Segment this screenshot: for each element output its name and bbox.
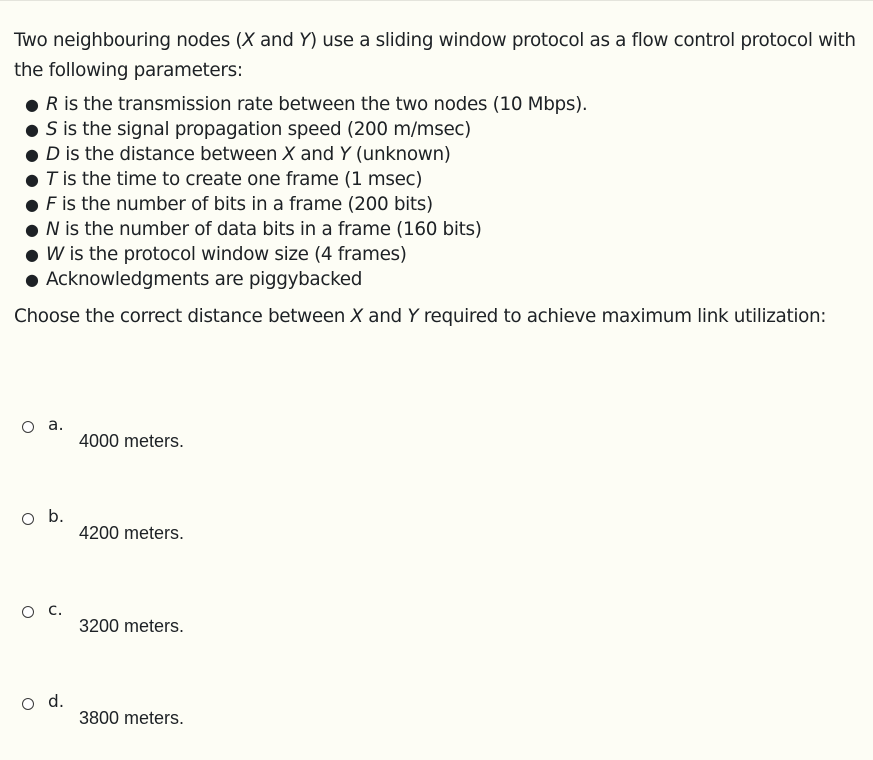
radio-button-icon[interactable] [22, 698, 34, 710]
param-var: W [46, 244, 64, 265]
param-text: is the distance between [59, 144, 283, 165]
option-label[interactable]: 4000 meters. [79, 431, 185, 451]
parameter-item-w [14, 242, 864, 267]
param-text: is the number of data bits in a frame (160 bits) [59, 219, 482, 240]
param-var: F [46, 194, 57, 215]
param-var: S [46, 119, 58, 140]
option-c[interactable] [22, 598, 322, 638]
prompt-var-y: Y [407, 306, 419, 327]
bullet-icon: ● [25, 220, 39, 239]
param-text: is the number of bits in a frame (200 bits) [56, 194, 433, 215]
intro-and: and [254, 30, 300, 51]
param-text: is the transmission rate between the two nodes (10 Mbps). [58, 94, 588, 115]
param-text: (unknown) [350, 144, 451, 165]
param-text: is the time to create one frame (1 msec) [56, 169, 423, 190]
param-var: Y [339, 144, 351, 165]
param-text: is the protocol window size (4 frames) [63, 244, 407, 265]
parameter-item-ack [14, 267, 864, 292]
radio-button-icon[interactable] [22, 513, 34, 525]
prompt-var-x: X [350, 306, 363, 327]
option-label[interactable]: 3200 meters. [79, 616, 185, 636]
param-var: X [282, 144, 295, 165]
bullet-icon: ● [25, 170, 39, 189]
param-var: N [46, 219, 60, 240]
option-letter: b. [48, 507, 65, 527]
bullet-icon: ● [25, 95, 39, 114]
var-y: Y [299, 30, 310, 51]
param-var: D [46, 144, 60, 165]
option-letter: c. [48, 600, 63, 620]
question-prompt [14, 302, 864, 332]
option-letter: d. [48, 692, 65, 712]
parameter-item-d [14, 142, 864, 167]
parameter-item-t [14, 167, 864, 192]
intro-text-2: ) use a sliding window protocol as a flow control protocol with the following parameters: [14, 30, 856, 81]
option-label[interactable]: 4200 meters. [79, 523, 185, 543]
bullet-icon: ● [25, 195, 39, 214]
param-text: and [294, 144, 340, 165]
param-var: R [46, 94, 59, 115]
option-d[interactable] [22, 690, 322, 730]
prompt-text-1: Choose the correct distance between [14, 306, 351, 327]
parameter-item-r [14, 92, 864, 117]
parameter-item-s [14, 117, 864, 142]
param-text: is the signal propagation speed (200 m/msec) [57, 119, 472, 140]
option-b[interactable] [22, 505, 322, 545]
bullet-icon: ● [25, 145, 39, 164]
question-intro [14, 26, 864, 86]
prompt-and: and [362, 306, 408, 327]
param-text: Acknowledgments are piggybacked [46, 269, 363, 290]
parameter-list [14, 92, 864, 292]
parameter-item-n [14, 217, 864, 242]
radio-button-icon[interactable] [22, 606, 34, 618]
option-label[interactable]: 3800 meters. [79, 708, 185, 728]
var-x: X [242, 30, 255, 51]
bullet-icon: ● [25, 245, 39, 264]
question-text [14, 26, 864, 332]
radio-button-icon[interactable] [22, 421, 34, 433]
top-divider [0, 0, 873, 1]
bullet-icon: ● [25, 120, 39, 139]
parameter-item-f [14, 192, 864, 217]
intro-text-1: Two neighbouring nodes ( [14, 30, 243, 51]
bullet-icon: ● [25, 270, 39, 289]
prompt-text-2: required to achieve maximum link utilization: [418, 306, 827, 327]
option-letter: a. [48, 415, 64, 435]
option-a[interactable] [22, 413, 322, 453]
param-var: T [46, 169, 57, 190]
